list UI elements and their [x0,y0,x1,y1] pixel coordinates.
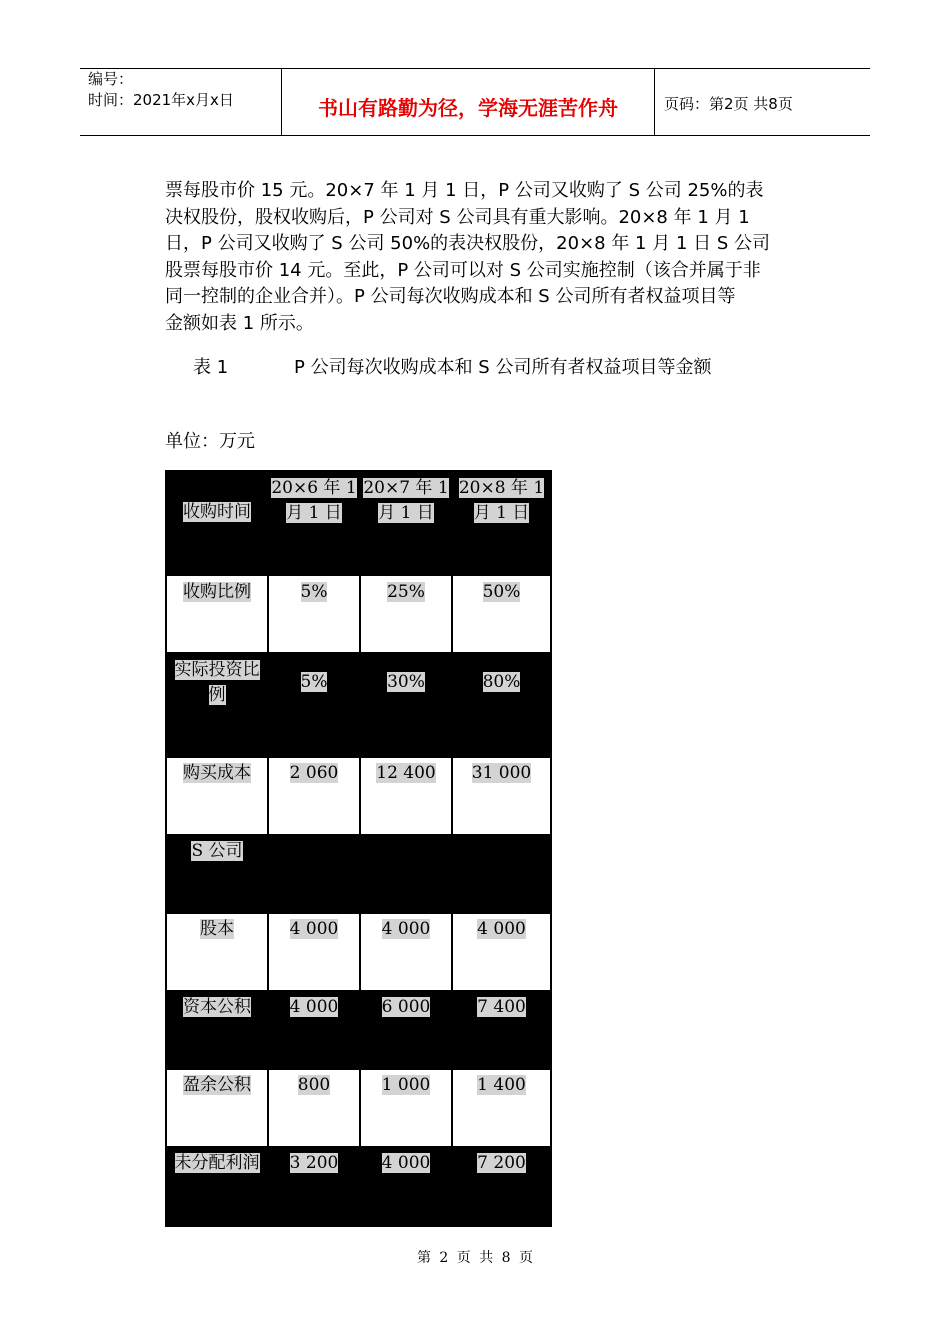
cell-text: 5% [300,672,328,692]
paragraph-line: 股票每股市价 14 元。至此，P 公司可以对 S 公司实施控制（该合并属于非 [165,259,761,281]
table-cell [269,670,359,695]
cell-text: 20×7 年 1 [363,478,449,498]
cell-text: 4 000 [289,919,339,939]
table-caption-title: P 公司每次收购成本和 S 公司所有者权益项目等金额 [294,357,712,378]
paragraph-line: 金额如表 1 所示。 [165,312,314,334]
table-cell [361,1151,451,1176]
table-cell [453,1151,550,1176]
paragraph-line: 决权股份，股权收购后，P 公司对 S 公司具有重大影响。20×8 年 1 月 1 [165,206,750,228]
table-border-right [550,470,552,1227]
table-cell [453,670,550,695]
cell-text: 收购时间 [183,502,251,522]
header-cell-date [453,476,550,526]
cell-text: 月 1 日 [378,503,434,523]
table-cell [453,995,550,1020]
table-cell [269,995,359,1020]
header-top-rule [80,68,870,69]
cell-text: 未分配利润 [174,1153,260,1173]
cell-text: 7 400 [477,997,526,1017]
header-motto: 书山有路勤为径，学海无涯苦作舟 [318,96,618,120]
cell-text: 股本 [200,919,234,939]
cell-text: 20×6 年 1 [271,478,357,498]
cell-text: 1 400 [477,1075,526,1095]
row-label [165,580,269,605]
table-cell [361,917,451,942]
cell-text: 资本公积 [183,997,251,1017]
cell-text: 1 000 [381,1075,431,1095]
cell-text: 4 000 [381,1153,431,1173]
cell-text: 80% [482,672,521,692]
document-time-label: 时间：2021年x月x日 [88,91,234,109]
cell-text: 6 000 [381,997,431,1017]
header-cell-acquisition-time [165,500,269,525]
cell-text: S 公司 [191,841,243,861]
table-cell [269,580,359,605]
row-label [165,761,269,786]
cell-text: 月 1 日 [473,503,530,523]
table-cell [453,761,550,786]
cell-text: 4 000 [381,919,431,939]
cell-text: 购买成本 [183,763,251,783]
cell-text: 12 400 [376,763,436,783]
cell-text: 25% [387,582,425,602]
table-cell [361,995,451,1020]
header-page-label: 页码：第2页 共8页 [664,95,793,113]
cell-text: 7 200 [477,1153,526,1173]
header-divider-right [654,68,655,136]
header-cell-date [361,476,451,526]
header-cell-date [269,476,359,526]
table-cell [269,1151,359,1176]
table-cell [269,761,359,786]
cell-text: 800 [297,1075,331,1095]
table-cell [361,1073,451,1098]
header-meta [88,70,234,110]
cell-text: 2 060 [289,763,339,783]
body-paragraph [165,178,795,337]
row-label [165,1151,269,1176]
paragraph-line: 票每股市价 15 元。20×7 年 1 月 1 日，P 公司又收购了 S 公司 25%的表 [165,180,764,201]
table-caption-number: 表 1 [193,357,229,378]
document-number-label: 编号： [88,70,134,88]
table-cell [453,580,550,605]
paragraph-line: 同一控制的企业合并）。P 公司每次收购成本和 S 公司所有者权益项目等 [165,286,736,307]
cell-text: 实际投资比 [174,660,260,680]
cell-text: 例 [208,685,226,705]
table-cell [361,580,451,605]
cell-text: 4 000 [289,997,339,1017]
header-bottom-rule [80,135,870,136]
page-footer: 第 2 页 共 8 页 [416,1250,534,1266]
cell-text: 20×8 年 1 [458,478,545,498]
table-cell [453,1073,550,1098]
cell-text: 31 000 [471,763,532,783]
cell-text: 收购比例 [183,582,251,602]
table-cell [269,1073,359,1098]
row-label [165,839,269,864]
data-table [165,470,552,1227]
table-cell [361,761,451,786]
row-label [165,995,269,1020]
cell-text: 4 000 [477,919,526,939]
row-label [165,1073,269,1098]
cell-text: 3 200 [289,1153,339,1173]
row-label [165,658,269,708]
cell-text: 5% [300,582,328,602]
unit-label: 单位：万元 [165,431,255,452]
paragraph-line: 日，P 公司又收购了 S 公司 50%的表决权股份，20×8 年 1 月 1 日 S 公司 [165,233,770,254]
table-cell [453,917,550,942]
cell-text: 50% [482,582,521,602]
row-label [165,917,269,942]
cell-text: 月 1 日 [286,503,342,523]
cell-text: 30% [387,672,425,692]
cell-text: 盈余公积 [183,1075,251,1095]
table-cell [361,670,451,695]
table-cell [269,917,359,942]
